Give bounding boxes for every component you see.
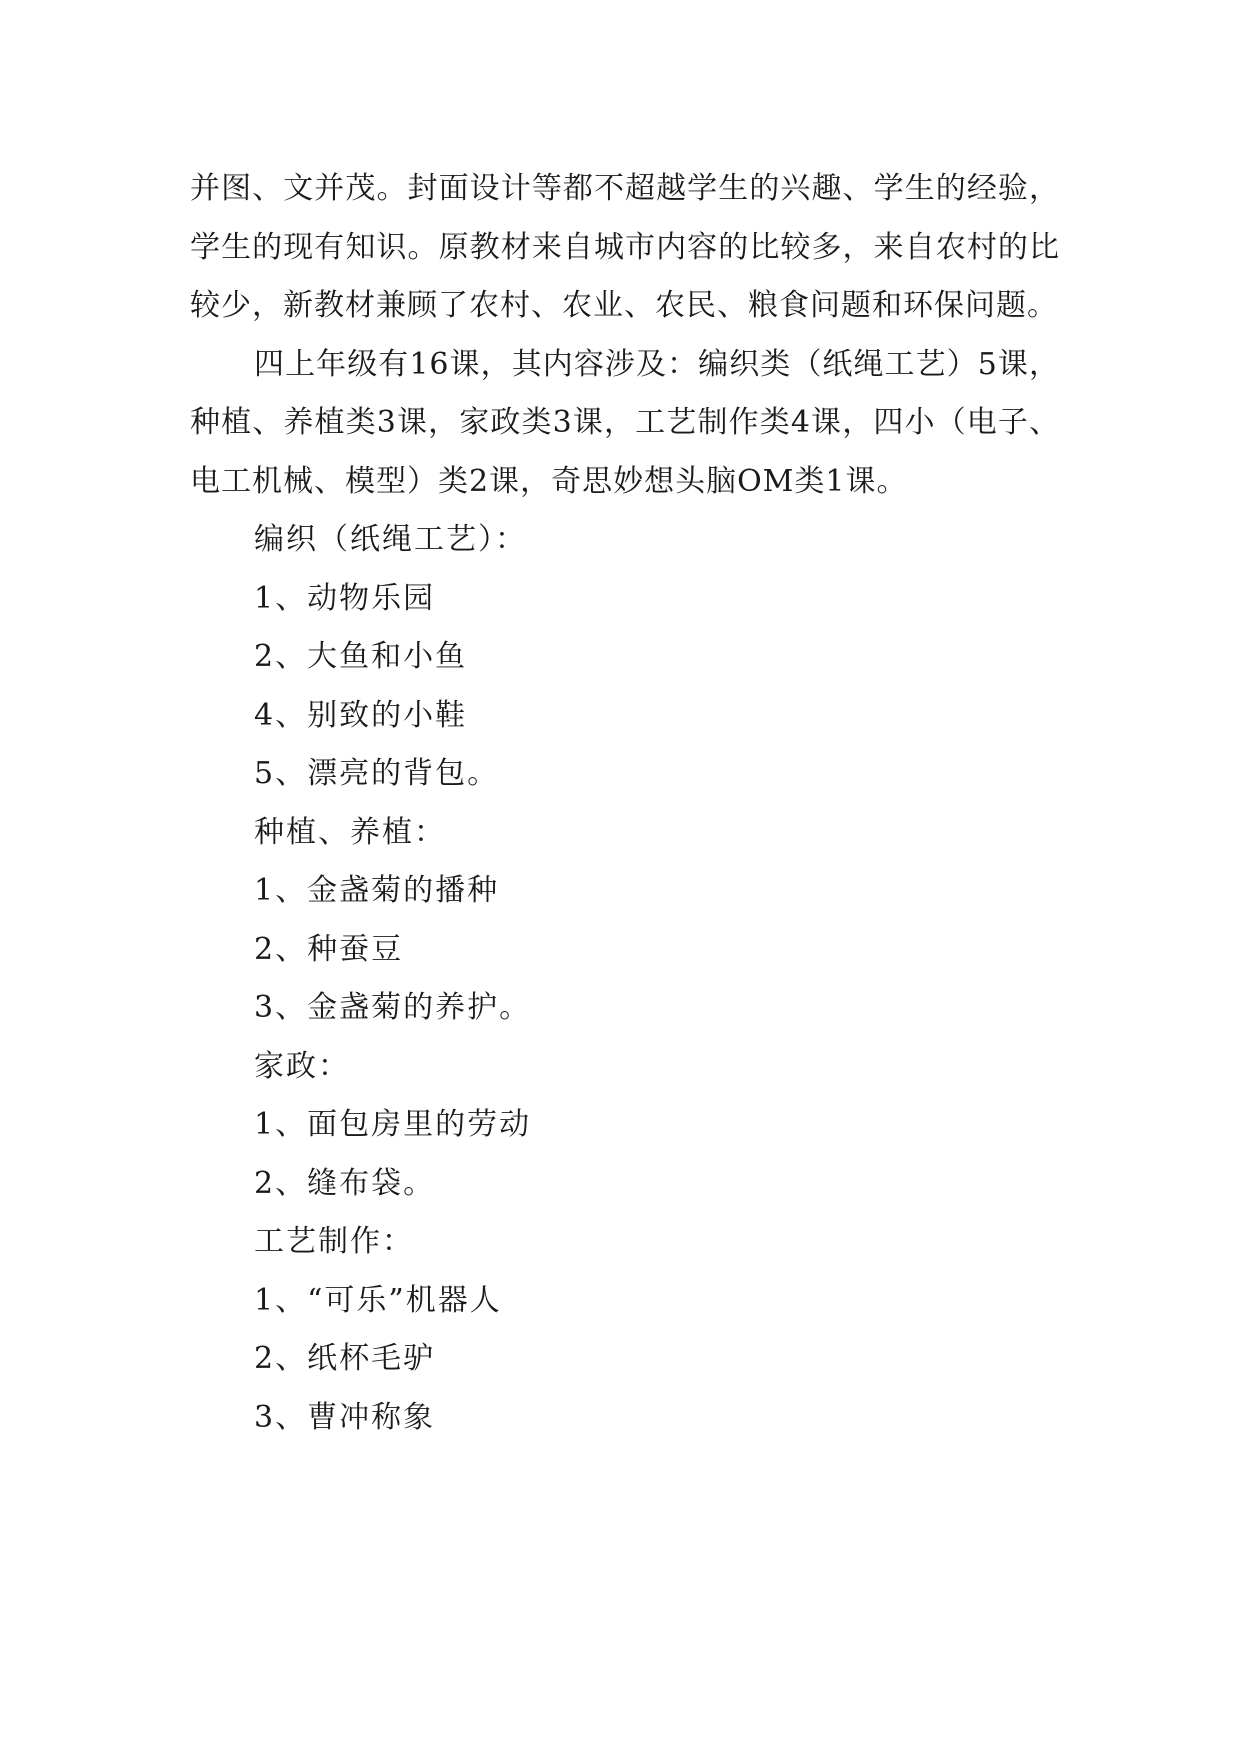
list-item: 2、大鱼和小鱼: [254, 639, 468, 674]
section-heading-planting: 种植、养植：: [254, 814, 446, 850]
list-item: 1、金盏菊的播种: [254, 873, 500, 908]
list-item: 1、动物乐园: [254, 580, 436, 616]
list-item: 4、别致的小鞋: [254, 697, 468, 733]
body-paragraph: 并图、文并茂。封面设计等都不超越学生的兴趣、学生的经验，学生的现有知识。原教材来自城市内容的比较多，来自农村的比较少，新教材兼顾了农村、农业、农民、粮食问题和环保问题。: [190, 171, 1060, 323]
section-heading-weaving: 编织（纸绳工艺）：: [254, 522, 527, 557]
list-item: 1、“可乐”机器人: [254, 1282, 502, 1318]
list-item: 3、金盏菊的养护。: [254, 990, 532, 1025]
list-item: 3、曹冲称象: [254, 1399, 436, 1435]
list-item: 2、种蚕豆: [254, 931, 404, 967]
list-item: 2、纸杯毛驴: [254, 1341, 436, 1376]
section-heading-crafts: 工艺制作：: [254, 1224, 414, 1259]
document-page: [190, 160, 1060, 1447]
section-heading-home-economics: 家政：: [254, 1048, 350, 1084]
list-item: 2、缝布袋。: [254, 1165, 436, 1201]
body-paragraph: 四上年级有16课，其内容涉及：编织类（纸绳工艺）5课，种植、养植类3课，家政类3课，工艺制作类4课，四小（电子、电工机械、模型）类2课，奇思妙想头脑OM类1课。: [190, 346, 1060, 499]
list-item: 5、漂亮的背包。: [254, 756, 500, 791]
list-item: 1、面包房里的劳动: [254, 1107, 532, 1142]
